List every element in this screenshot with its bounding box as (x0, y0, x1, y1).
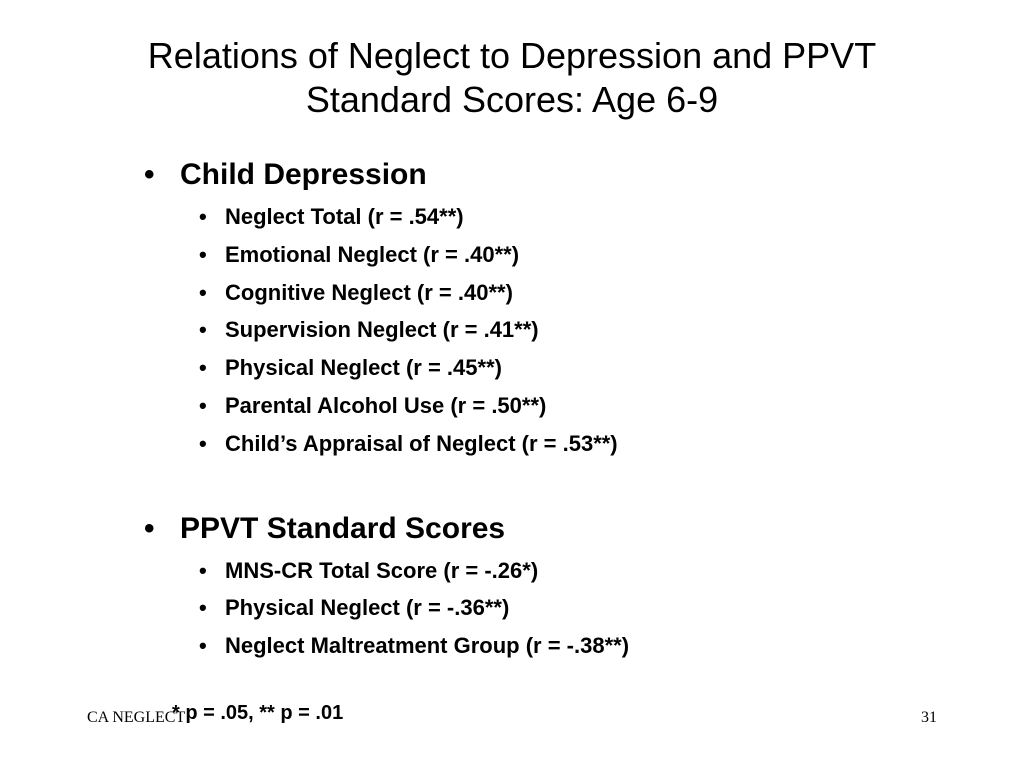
list-item (199, 392, 547, 420)
list-item-label: Neglect Total (r = .54**) (225, 204, 464, 229)
page-number: 31 (921, 709, 937, 726)
list-item (199, 241, 520, 269)
list-item (199, 354, 502, 382)
bullet-icon: • (199, 242, 207, 267)
bullet-icon: • (199, 633, 207, 658)
bullet-icon: • (199, 204, 207, 229)
footer-label: CA NEGLECT (87, 709, 186, 726)
bullet-icon: • (199, 393, 207, 418)
list-item (199, 430, 618, 458)
bullet-icon: • (199, 280, 207, 305)
list-item-label: Child’s Appraisal of Neglect (r = .53**) (225, 431, 618, 456)
list-item-label: Neglect Maltreatment Group (r = -.38**) (225, 633, 630, 658)
list-item (199, 203, 464, 231)
slide-title-line-1: Relations of Neglect to Depression and PPVT (147, 35, 877, 76)
section-heading-label: Child Depression (180, 158, 427, 191)
list-item (199, 632, 630, 660)
list-item-label: Emotional Neglect (r = .40**) (225, 242, 520, 267)
bullet-icon: • (199, 595, 207, 620)
bullet-icon: • (199, 431, 207, 456)
bullet-icon: • (144, 512, 155, 545)
list-item (199, 316, 539, 344)
list-item-label: Supervision Neglect (r = .41**) (225, 317, 539, 342)
list-item (199, 279, 513, 307)
list-item-label: Cognitive Neglect (r = .40**) (225, 280, 513, 305)
slide-title-line-2: Standard Scores: Age 6-9 (305, 79, 719, 120)
bullet-icon: • (199, 558, 207, 583)
list-item (199, 594, 510, 622)
list-item (199, 557, 539, 585)
section-heading-label: PPVT Standard Scores (180, 512, 506, 545)
list-item-label: Parental Alcohol Use (r = .50**) (225, 393, 547, 418)
slide-title (0, 34, 1024, 122)
section-heading-child-depression (144, 158, 427, 192)
bullet-icon: • (199, 355, 207, 380)
list-item-label: Physical Neglect (r = .45**) (225, 355, 502, 380)
list-item-label: MNS-CR Total Score (r = -.26*) (225, 558, 539, 583)
significance-footnote: * p = .05, ** p = .01 (172, 702, 344, 724)
section-heading-ppvt-standard-scores (144, 512, 506, 546)
bullet-icon: • (199, 317, 207, 342)
bullet-icon: • (144, 158, 155, 191)
list-item-label: Physical Neglect (r = -.36**) (225, 595, 510, 620)
